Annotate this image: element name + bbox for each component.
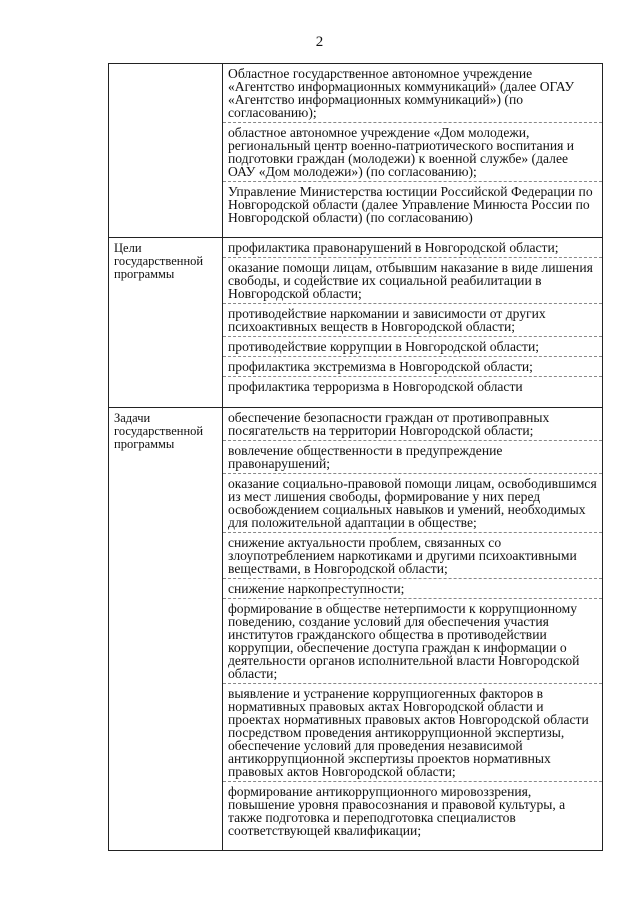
row-label: Задачи государственной программы bbox=[114, 411, 204, 451]
paragraph: областное автономное учреждение «Дом молодежи, региональный центр военно-патриотического воспитания и подготовки граждан (молодежи) к военной службе» (далее ОАУ «Дом молодежи») (по согласованию); bbox=[223, 123, 602, 182]
page-number: 2 bbox=[315, 34, 324, 50]
paragraph: противодействие наркомании и зависимости от других психоактивных веществ в Новгородской области; bbox=[223, 304, 602, 337]
paragraph: противодействие коррупции в Новгородской области; bbox=[223, 337, 602, 357]
paragraph: профилактика экстремизма в Новгородской области; bbox=[223, 357, 602, 377]
paragraph: снижение актуальности проблем, связанных со злоупотреблением наркотиками и другими психоактивными веществами, в Новгородской области; bbox=[223, 533, 602, 579]
paragraph: снижение наркопреступности; bbox=[223, 579, 602, 599]
row-content-cell bbox=[223, 408, 603, 851]
row-label-cell bbox=[109, 64, 223, 238]
row-label: Цели государственной программы bbox=[114, 241, 204, 281]
paragraph: Областное государственное автономное учреждение «Агентство информационных коммуникаций» (далее ОГАУ «Агентство информационных коммуникаций») (по согласованию); bbox=[223, 64, 602, 123]
paragraph: Управление Министерства юстиции Российской Федерации по Новгородской области (далее Управление Минюста России по Новгородской области) (по согласованию) bbox=[228, 184, 593, 225]
table-row bbox=[109, 64, 603, 238]
row-label-cell bbox=[109, 408, 223, 851]
paragraph: формирование в обществе нетерпимости к коррупционному поведению, создание условий для обеспечения участия институтов гражданского общества в противодействии коррупции, обеспечение доступа граждан к информации о деятельности органов исполнительной власти Новгородской области; bbox=[223, 599, 602, 684]
row-label bbox=[109, 64, 222, 68]
row-content-cell bbox=[223, 64, 603, 238]
paragraph: обеспечение безопасности граждан от противоправных посягательств на территории Новгородской области; bbox=[223, 408, 602, 441]
paragraph: оказание помощи лицам, отбывшим наказание в виде лишения свободы, и содействие их социальной реабилитации в Новгородской области; bbox=[223, 258, 602, 304]
paragraph: оказание социально-правовой помощи лицам, освободившимся из мест лишения свободы, формирование у них перед освобождением социальных навыков и умений, необходимых для положительной адаптации в обществе; bbox=[223, 474, 602, 533]
paragraph: профилактика правонарушений в Новгородской области; bbox=[223, 238, 602, 258]
paragraph: выявление и устранение коррупциогенных факторов в нормативных правовых актах Новгородской области и проектах нормативных правовых актов Новгородской области посредством проведения антикоррупционной экспертизы, обеспечение условий для проведения независимой антикоррупционной экспертизы проектов нормативных правовых актов Новгородской области; bbox=[223, 684, 602, 782]
row-label-cell bbox=[109, 238, 223, 408]
program-passport-table bbox=[108, 63, 603, 851]
table-row bbox=[109, 238, 603, 408]
paragraph: вовлечение общественности в предупреждение правонарушений; bbox=[223, 441, 602, 474]
paragraph: формирование антикоррупционного мировоззрения, повышение уровня правосознания и правовой культуры, а также подготовка и переподготовка специалистов соответствующей квалификации; bbox=[228, 784, 566, 838]
paragraph: профилактика терроризма в Новгородской области bbox=[228, 379, 523, 394]
table-row bbox=[109, 408, 603, 851]
row-content-cell bbox=[223, 238, 603, 408]
